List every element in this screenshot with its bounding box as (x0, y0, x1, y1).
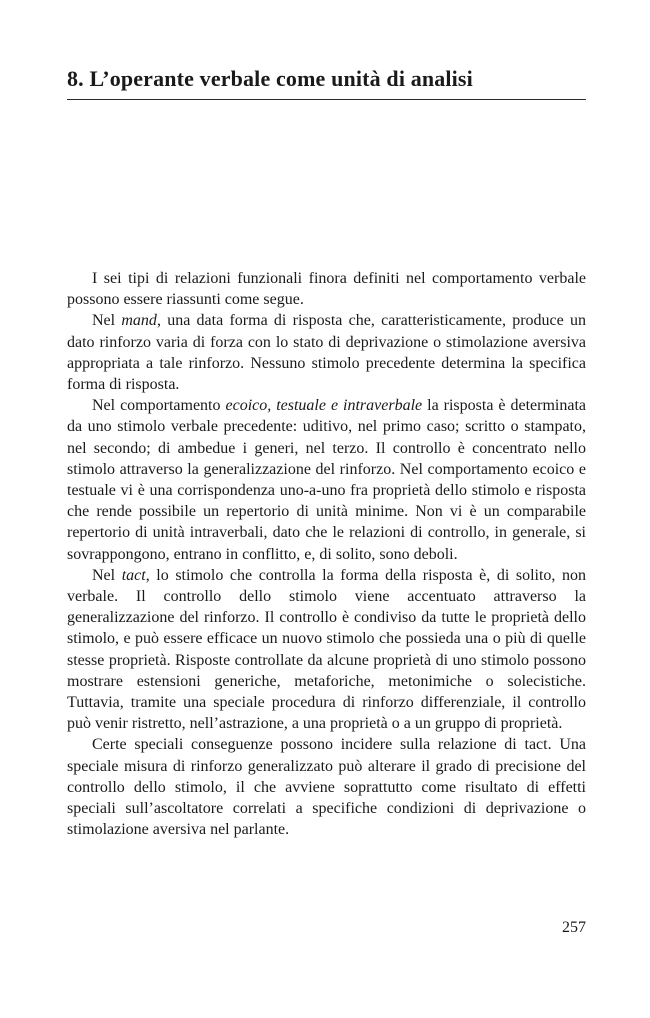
page-number: 257 (562, 919, 586, 936)
chapter-title: 8. L’operante verbale come unità di analisi (67, 66, 473, 91)
paragraph (67, 395, 586, 565)
paragraph (67, 565, 586, 735)
paragraph-text: , lo stimolo che controlla la forma della risposta è, di solito, non verbale. Il controllo dello stimolo viene accentuato attraverso la generalizzazione del rinforzo. Il controllo è condiviso da tutte le proprietà dello stimolo, e può essere efficace un nuovo stimolo che possieda una o più di quelle stesse proprietà. Risposte controllate da alcune proprietà di uno stimolo possono mostrare estensioni generiche, metaforiche, metonimiche o solecistiche. Tuttavia, tramite una speciale procedura di rinforzo differenziale, il controllo può venir ristretto, nell’astrazione, a una proprietà o a un gruppo di proprietà. (67, 566, 587, 733)
paragraph (67, 734, 586, 840)
paragraph-text: Certe speciali conseguenze possono incidere sulla relazione di tact. Una speciale misura di rinforzo generalizzato può alterare il grado di precisione del controllo dello stimolo, il che avviene soprattutto come risultato di effetti speciali sull’ascoltatore correlati a specifiche condizioni di deprivazione o stimolazione aversiva nel parlante. (67, 736, 586, 839)
paragraph-text: , una data forma di risposta che, caratteristicamente, produce un dato rinforzo varia di forza con lo stato di deprivazione o stimolazione aversiva appropriata a tale rinforzo. Nessuno stimolo precedente determina la specifica forma di risposta. (67, 312, 587, 394)
body-text (67, 268, 586, 840)
italic-term: mand (121, 312, 157, 330)
paragraph-text: Nel comportamento (92, 397, 226, 415)
paragraph-text: Nel (92, 312, 122, 330)
paragraph-text: Nel (92, 566, 122, 584)
title-underline (67, 99, 586, 100)
paragraph-text: la risposta è determinata da uno stimolo verbale precedente: uditivo, nel primo caso; scritto o stampato, nel secondo; di ambedue i generi, nel terzo. Il controllo è concentrato nello stimolo attraverso la generalizzazione del rinforzo. Nel comportamento ecoico e testuale vi è una corrispondenza uno-a-uno fra proprietà dello stimolo e risposta che rende possibile un repertorio di unità minime. Non vi è un comparabile repertorio di unità intraverbali, dato che le relazioni di controllo, in generale, si sovrappongono, entrano in conflitto, e, di solito, sono deboli. (67, 397, 587, 563)
paragraph (67, 310, 586, 395)
italic-term: tact (121, 566, 146, 584)
italic-term: ecoico, testuale e intraverbale (225, 397, 423, 415)
paragraph-text: I sei tipi di relazioni funzionali finora definiti nel comportamento verbale possono essere riassunti come segue. (67, 270, 586, 309)
paragraph (67, 268, 586, 310)
